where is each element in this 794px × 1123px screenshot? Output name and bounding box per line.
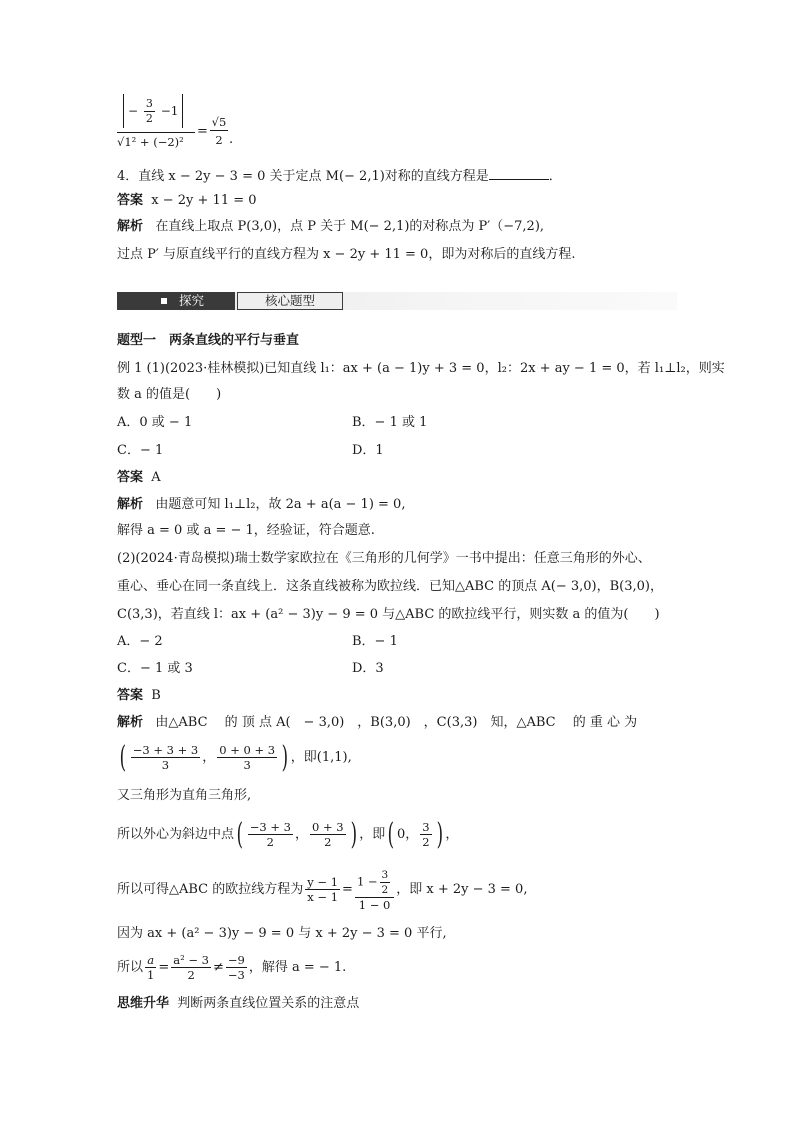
thinking-summary: 思维升华 判断两条直线位置关系的注意点 — [117, 996, 360, 1011]
square-bullet-icon — [161, 298, 167, 304]
q4-answer: 答案 x − 2y + 11 = 0 — [117, 193, 257, 208]
ex2-answer: 答案 B — [117, 688, 161, 703]
ex2-analysis-centroid: ( $\frac{-3 + 3 + 3}{3}$ ， $\frac{0 + 0 + 3}{3}$ ) ，即(1,1), — [119, 739, 352, 775]
section-header — [117, 292, 677, 310]
top-formula: − $\frac{3}{2}$ −1 √1² + (−2)² = √5 2 . — [117, 92, 317, 154]
q4-analysis-line2: 过点 P′ 与原直线平行的直线方程为 x − 2y + 11 = 0，即为对称后的直线方程. — [117, 247, 576, 262]
ex1-analysis-line2: 解得 a = 0 或 a = − 1，经验证，符合题意. — [117, 523, 375, 538]
option-b: B．− 1 或 1 — [352, 415, 428, 430]
ex2-analysis-parallel: 因为 ax + (a² − 3)y − 9 = 0 与 x + 2y − 3 = 0 平行, — [117, 926, 447, 941]
option-d: D．3 — [352, 661, 384, 676]
ex1-analysis-line1: 解析 由题意可知 l₁⊥l₂，故 2a + a(a − 1) = 0, — [117, 497, 406, 512]
topic-title: 题型一 两条直线的平行与垂直 — [117, 333, 300, 348]
answer-blank — [489, 165, 549, 180]
section-dark-tab: 探究 — [117, 292, 235, 310]
example-2-line1: (2)(2024·青岛模拟)瑞士数学家欧拉在《三角形的几何学》一书中提出：任意三角形的外心、 — [117, 551, 651, 566]
example-1-line1: 例 1 (1)(2023·桂林模拟)已知直线 l₁：ax + (a − 1)y + 3 = 0，l₂：2x + ay − 1 = 0，若 l₁⊥l₂，则实 — [117, 361, 725, 376]
option-a: A．0 或 − 1 — [117, 415, 193, 430]
option-d: D．1 — [352, 443, 384, 458]
example-1-line2: 数 a 的值是( ) — [117, 387, 222, 402]
question-4: 4．直线 x − 2y − 3 = 0 关于定点 M(− 2,1)对称的直线方程是 ． — [117, 165, 562, 185]
option-c: C．− 1 或 3 — [117, 661, 193, 676]
option-c: C．− 1 — [117, 443, 164, 458]
example-2-line2: 重心、垂心在同一条直线上．这条直线被称为欧拉线．已知△ABC 的顶点 A(− 3,0)，B(3,0)， — [117, 579, 663, 594]
ex2-analysis-right-triangle: 又三角形为直角三角形, — [117, 788, 252, 803]
option-a: A．− 2 — [117, 634, 163, 649]
example-2-line3: C(3,3)，若直线 l：ax + (a² − 3)y − 9 = 0 与△ABC 的欧拉线平行，则实数 a 的值为( ) — [117, 607, 660, 622]
q4-analysis-line1: 解析 在直线上取点 P(3,0)，点 P 关于 M(− 2,1)的对称点为 P′（−7,2), — [117, 219, 545, 234]
ex1-answer: 答案 A — [117, 470, 161, 485]
ex2-analysis-line1: 解析 由△ABC 的 顶 点 A( − 3,0) ，B(3,0) ，C(3,3) 知，△ABC 的 重 心 为 — [117, 715, 638, 730]
ex2-analysis-ratio: 所以 $\frac{a}{1}$ = $\frac{\text{a² − 3}}{2}$ ≠ $\frac{-9}{-3}$ ，解得 a = − 1. — [117, 953, 347, 982]
option-b: B．− 1 — [352, 634, 398, 649]
section-light-tab: 核心题型 — [237, 292, 343, 310]
ex2-analysis-euler-line: 所以可得△ABC 的欧拉线方程为 $\frac{y - 1}{x - 1}$ = 1 − $\frac{3}{2}$ 1 − 0 ，即 x + 2y − 3 = 0, — [117, 868, 528, 912]
ex2-analysis-circumcenter: 所以外心为斜边中点( $\frac{-3 + 3}{2}$ ， $\frac{0 + 3}{2}$ ) ，即( 0， $\frac{3}{2}$ ) ， — [117, 816, 459, 852]
